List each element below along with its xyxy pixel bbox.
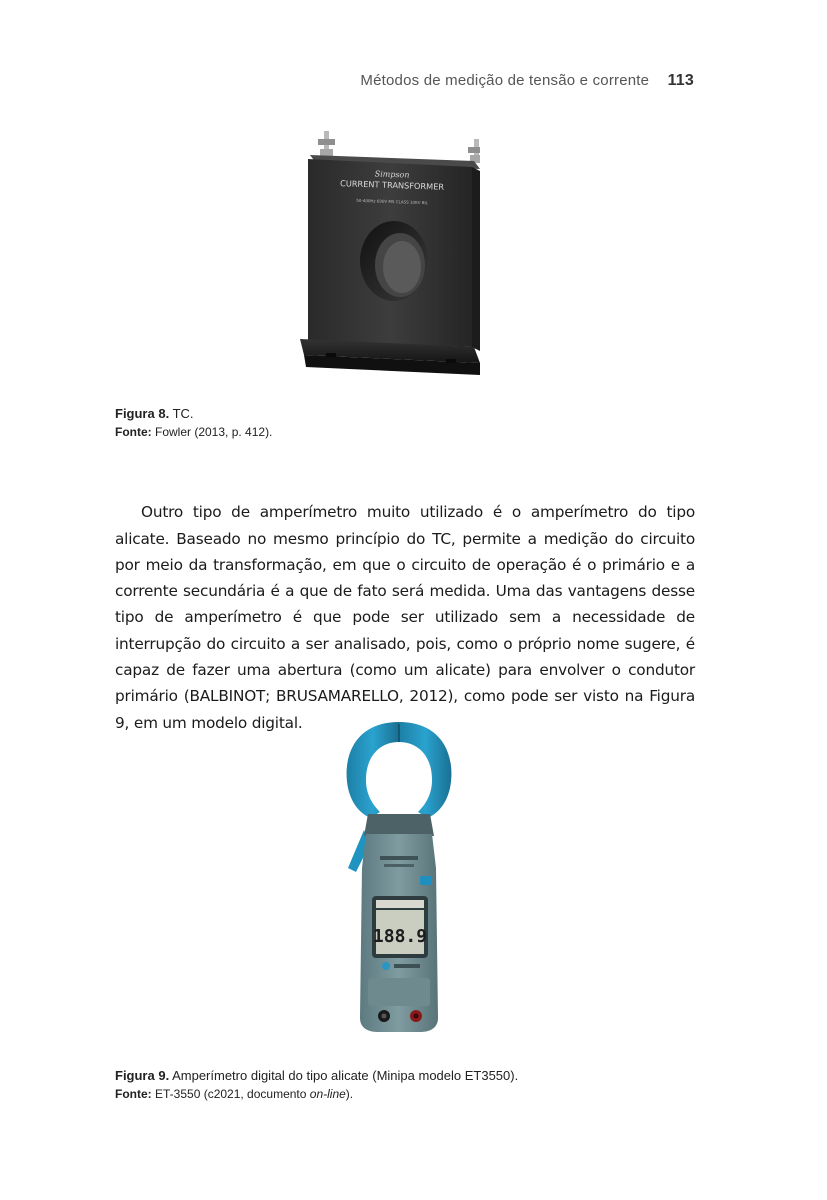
running-header: [300, 72, 694, 90]
figure-8-text: TC.: [172, 406, 194, 421]
figure-8-caption: [115, 404, 272, 442]
running-title: Métodos de medição de tensão e corrente: [360, 72, 650, 89]
clamp-jaw-right: [399, 722, 451, 818]
figure-9-text: Amperímetro digital do tipo alicate (Minipa modelo ET3550).: [172, 1068, 519, 1083]
device-spec: 50-400Hz 600V MS CLASS 10KV BIL: [356, 197, 428, 206]
function-button[interactable]: [420, 876, 432, 885]
device-label: CURRENT TRANSFORMER: [339, 178, 445, 192]
current-transformer-image: [296, 125, 480, 385]
body-paragraph: Outro tipo de amperímetro muito utilizado é o amperímetro do tipo alicate. Baseado no mesmo princípio do TC, permite a medição do circuito por meio da transformação, em que o circuito de operação é o primário e a corrente secundária é a que de fato será medida. Uma das vantagens desse tipo de amperímetro é que pode ser utilizado sem a necessidade de interrupção do circuito a ser analisado, pois, como o próprio nome sugere, é capaz de fazer uma abertura (como um alicate) para envolver o condutor primário (BALBINOT; BRUSAMARELLO, 2012), como pode ser visto na Figura 9, em um modelo digital.: [115, 503, 695, 732]
figure-9-source-after: ).: [345, 1087, 354, 1101]
lcd-reading: 188.9: [372, 926, 428, 947]
terminal-screw-left: [318, 131, 335, 157]
figure-8-label: Figura 8.: [115, 406, 170, 421]
figure-9-label: Figura 9.: [115, 1068, 170, 1083]
brand-label: Simpson: [374, 169, 410, 180]
figure-9-source-italic: on-line: [309, 1087, 346, 1101]
figure-9-source-label: Fonte:: [115, 1087, 152, 1101]
clamp-meter-image: [334, 718, 464, 1036]
terminal-screw-right: [468, 139, 480, 163]
figure-8-source-text: Fowler (2013, p. 412).: [155, 425, 273, 439]
page-number: 113: [667, 72, 694, 89]
figure-9-source-before: ET-3550 (c2021, documento: [155, 1087, 310, 1101]
figure-9-caption: [115, 1066, 518, 1104]
clamp-jaw-left: [347, 722, 399, 818]
figure-8-source-label: Fonte:: [115, 425, 152, 439]
